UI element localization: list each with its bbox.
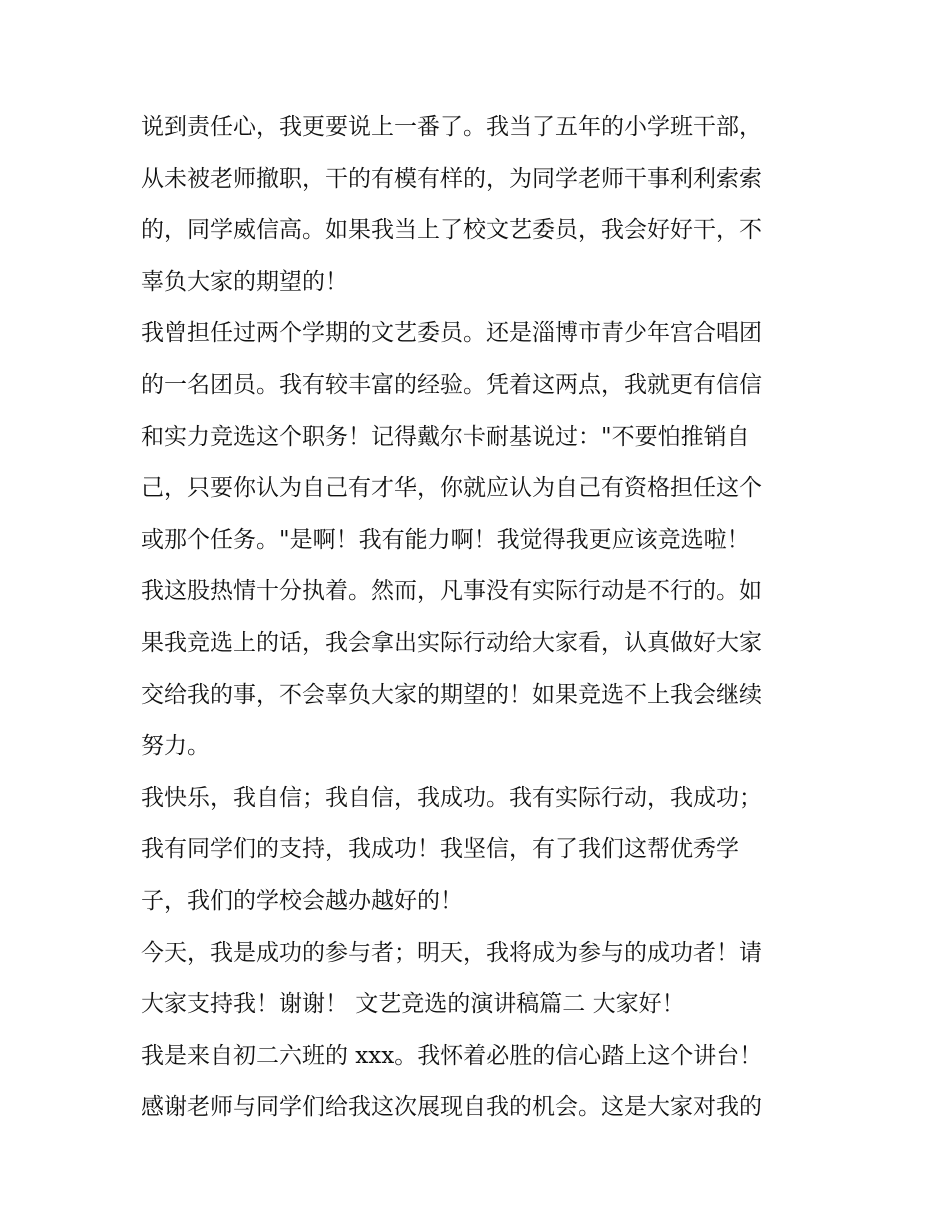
text-line: 的一名团员。我有较丰富的经验。凭着这两点，我就更有信信 [141,371,762,398]
text-line: 己，只要你认为自己有才华，你就应认为自己有资格担任这个 [141,475,762,502]
document-body-text [141,102,821,1134]
text-line: 我快乐，我自信；我自信，我成功。我有实际行动，我成功； [141,784,762,811]
text-line: 努力。 [141,733,210,760]
text-line: 今天，我是成功的参与者；明天，我将成为参与的成功者！请 [141,939,762,966]
text-line: 我这股热情十分执着。然而，凡事没有实际行动是不行的。如 [141,578,762,605]
text-line: 我曾担任过两个学期的文艺委员。还是淄博市青少年宫合唱团 [141,320,762,347]
text-line: 从未被老师撤职，干的有模有样的，为同学老师干事利利索索 [141,165,762,192]
text-line: 交给我的事，不会辜负大家的期望的！如果竞选不上我会继续 [141,681,762,708]
text-line: 的，同学威信高。如果我当上了校文艺委员，我会好好干，不 [141,217,762,244]
text-line: 我是来自初二六班的 xxx。我怀着必胜的信心踏上这个讲台！ [141,1042,763,1069]
text-line: 子，我们的学校会越办越好的！ [141,887,463,914]
text-line: 或那个任务。"是啊！我有能力啊！我觉得我更应该竞选啦！ [141,526,750,553]
text-line: 果我竞选上的话，我会拿出实际行动给大家看，认真做好大家 [141,629,762,656]
text-line: 说到责任心，我更要说上一番了。我当了五年的小学班干部， [141,114,762,140]
text-line: 感谢老师与同学们给我这次展现自我的机会。这是大家对我的 [141,1094,762,1121]
text-line: 和实力竞选这个职务！记得戴尔卡耐基说过："不要怕推销自 [141,423,750,450]
text-line: 辜负大家的期望的！ [141,268,348,295]
text-line: 我有同学们的支持，我成功！我坚信，有了我们这帮优秀学 [141,836,739,863]
text-line: 大家支持我！谢谢！ 文艺竞选的演讲稿篇二 大家好！ [141,991,685,1018]
